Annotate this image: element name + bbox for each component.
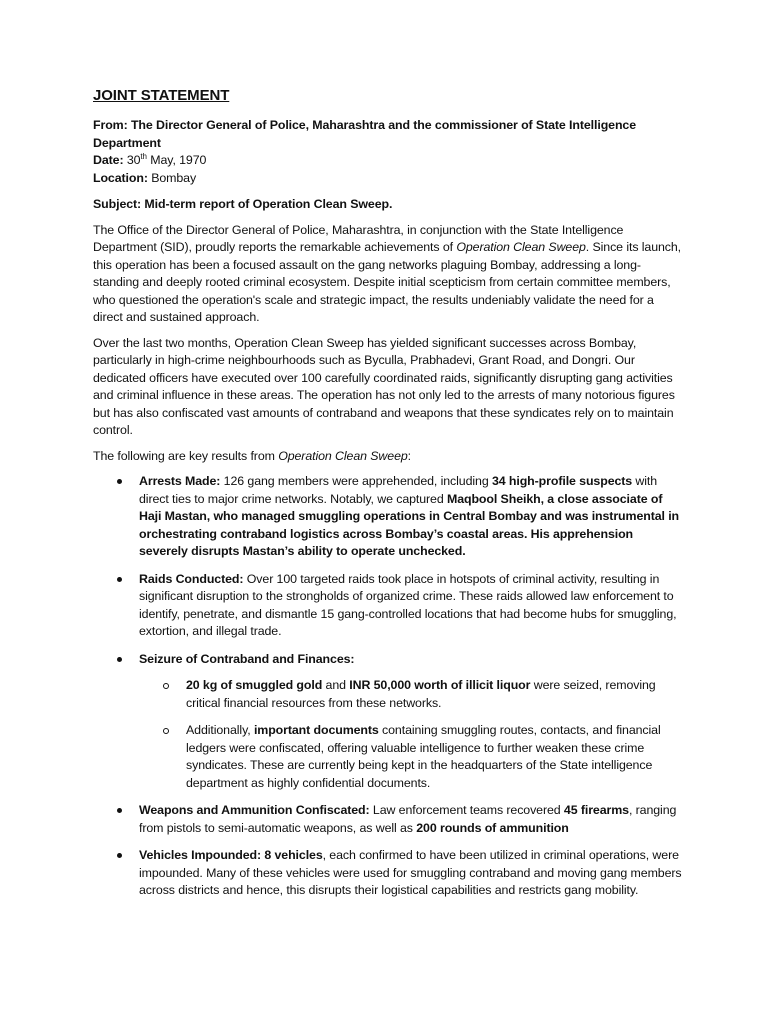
sub1-text-1: and	[322, 678, 350, 692]
list-item-vehicles	[93, 847, 683, 900]
gold-bold: 20 kg of smuggled gold	[186, 678, 323, 692]
location-line	[93, 170, 683, 188]
location-label: Location:	[93, 170, 148, 185]
paragraph-intro	[93, 222, 683, 327]
raids-text: Over 100 targeted raids took place in hotspots of criminal activity, resulting in significant disruption to the strongholds of organized crime. These raids allowed law enforcement to identify, penetrate, and dismantle 15 gang-controlled locations that had become hubs for smuggling, extortion, and illegal trade.	[139, 571, 677, 638]
sub1-text-2: were seized, removing critical financial resources from these networks.	[186, 678, 656, 710]
from-line	[93, 117, 683, 152]
liquor-bold: INR 50,000 worth of illicit liquor	[349, 678, 531, 692]
para3-text-2: :	[407, 448, 411, 463]
sub2-text-1: Additionally,	[186, 723, 254, 737]
para1-text-2: . Since its launch, this operation has been a focused assault on the gang networks plaguing Bombay, addressing a long-standing and deeply rooted criminal ecosystem. Despite initial scepticism from certain committee members, who questioned the operation's scale and strategic impact, the results undeniably validate the need for a direct and sustained approach.	[93, 240, 682, 324]
from-label: From:	[93, 118, 128, 132]
para3-operation-name: Operation Clean Sweep	[278, 448, 408, 463]
subject-line: Subject: Mid-term report of Operation Clean Sweep.	[93, 197, 393, 211]
seizure-label: Seizure of Contraband and Finances:	[139, 651, 355, 666]
results-list	[93, 473, 683, 900]
document-page	[93, 86, 683, 910]
date-suffix: th	[140, 151, 147, 161]
date-label: Date:	[93, 153, 124, 167]
date-line	[93, 152, 683, 170]
date-day: 30	[126, 153, 141, 167]
location-value: Bombay	[151, 170, 197, 185]
header-meta	[93, 117, 683, 187]
para1-text-1: The Office of the Director General of Police, Maharashtra, in conjunction with the State Intelligence Department (SID), proudly reports the remarkable achievements of	[93, 222, 624, 254]
sublist-item-documents	[139, 722, 683, 792]
vehicles-label: Vehicles Impounded:	[139, 848, 262, 862]
from-value: The Director General of Police, Maharashtra and the commissioner of State Intelligence Department	[93, 118, 637, 150]
paragraph-key-results	[93, 448, 683, 466]
arrests-bold-1: 34 high-profile suspects	[491, 474, 633, 488]
sub2-text-2: containing smuggling routes, contacts, and financial ledgers were confiscated, offering valuable intelligence to further weaken these crime syndicates. These are currently being kept in the headquarters of the State intelligence department as highly confidential documents.	[186, 723, 661, 790]
ammunition-bold: 200 rounds of ammunition	[416, 820, 569, 835]
arrests-text-1: 126 gang members were apprehended, including	[220, 474, 492, 488]
document-title: JOINT STATEMENT	[93, 87, 230, 104]
list-item-weapons	[93, 802, 683, 837]
documents-bold: important documents	[253, 723, 379, 737]
para1-operation-name: Operation Clean Sweep	[456, 240, 586, 254]
vehicles-bold: 8 vehicles	[261, 848, 323, 862]
date-rest: May, 1970	[150, 153, 207, 167]
arrests-label: Arrests Made:	[139, 474, 221, 488]
firearms-bold: 45 firearms	[563, 803, 629, 817]
arrests-bold-2: Maqbool Sheikh, a close associate of Haji Mastan, who managed smuggling operations in Central Bombay and was instrumental in orchestrating contraband logistics across Bombay’s coastal areas. His apprehension severely disrupts Mastan’s ability to operate unchecked.	[139, 491, 680, 558]
weapons-text-2: , ranging from pistols to semi-automatic weapons, as well as	[139, 803, 677, 835]
list-item-arrests	[93, 473, 683, 561]
list-item-raids	[93, 571, 683, 641]
paragraph-summary: Over the last two months, Operation Clean Sweep has yielded significant successes across Bombay, particularly in high-crime neighbourhoods such as Byculla, Prabhadevi, Grant Road, and Dongri. Our dedicated officers have executed over 100 carefully coordinated raids, significantly disrupting gang activities and criminal influence in these areas. The operation has not only led to the arrests of many notorious figures but has also confiscated vast amounts of contraband and weapons that these syndicates rely on to maintain control.	[93, 335, 675, 437]
vehicles-text: , each confirmed to have been utilized in criminal operations, were impounded. Many of these vehicles were used for smuggling contraband and moving gang members across districts and hence, this disrupts their logistical capabilities and restricts gang mobility.	[139, 848, 682, 897]
raids-label: Raids Conducted:	[139, 571, 244, 586]
weapons-label: Weapons and Ammunition Confiscated:	[139, 803, 370, 817]
list-item-seizure	[93, 651, 683, 793]
arrests-text-2: with direct ties to major crime networks. Notably, we captured	[139, 474, 658, 506]
seizure-sublist	[139, 677, 683, 792]
sublist-item-gold-liquor	[139, 677, 683, 712]
weapons-text-1: Law enforcement teams recovered	[369, 803, 564, 817]
para3-text-1: The following are key results from	[93, 448, 279, 463]
